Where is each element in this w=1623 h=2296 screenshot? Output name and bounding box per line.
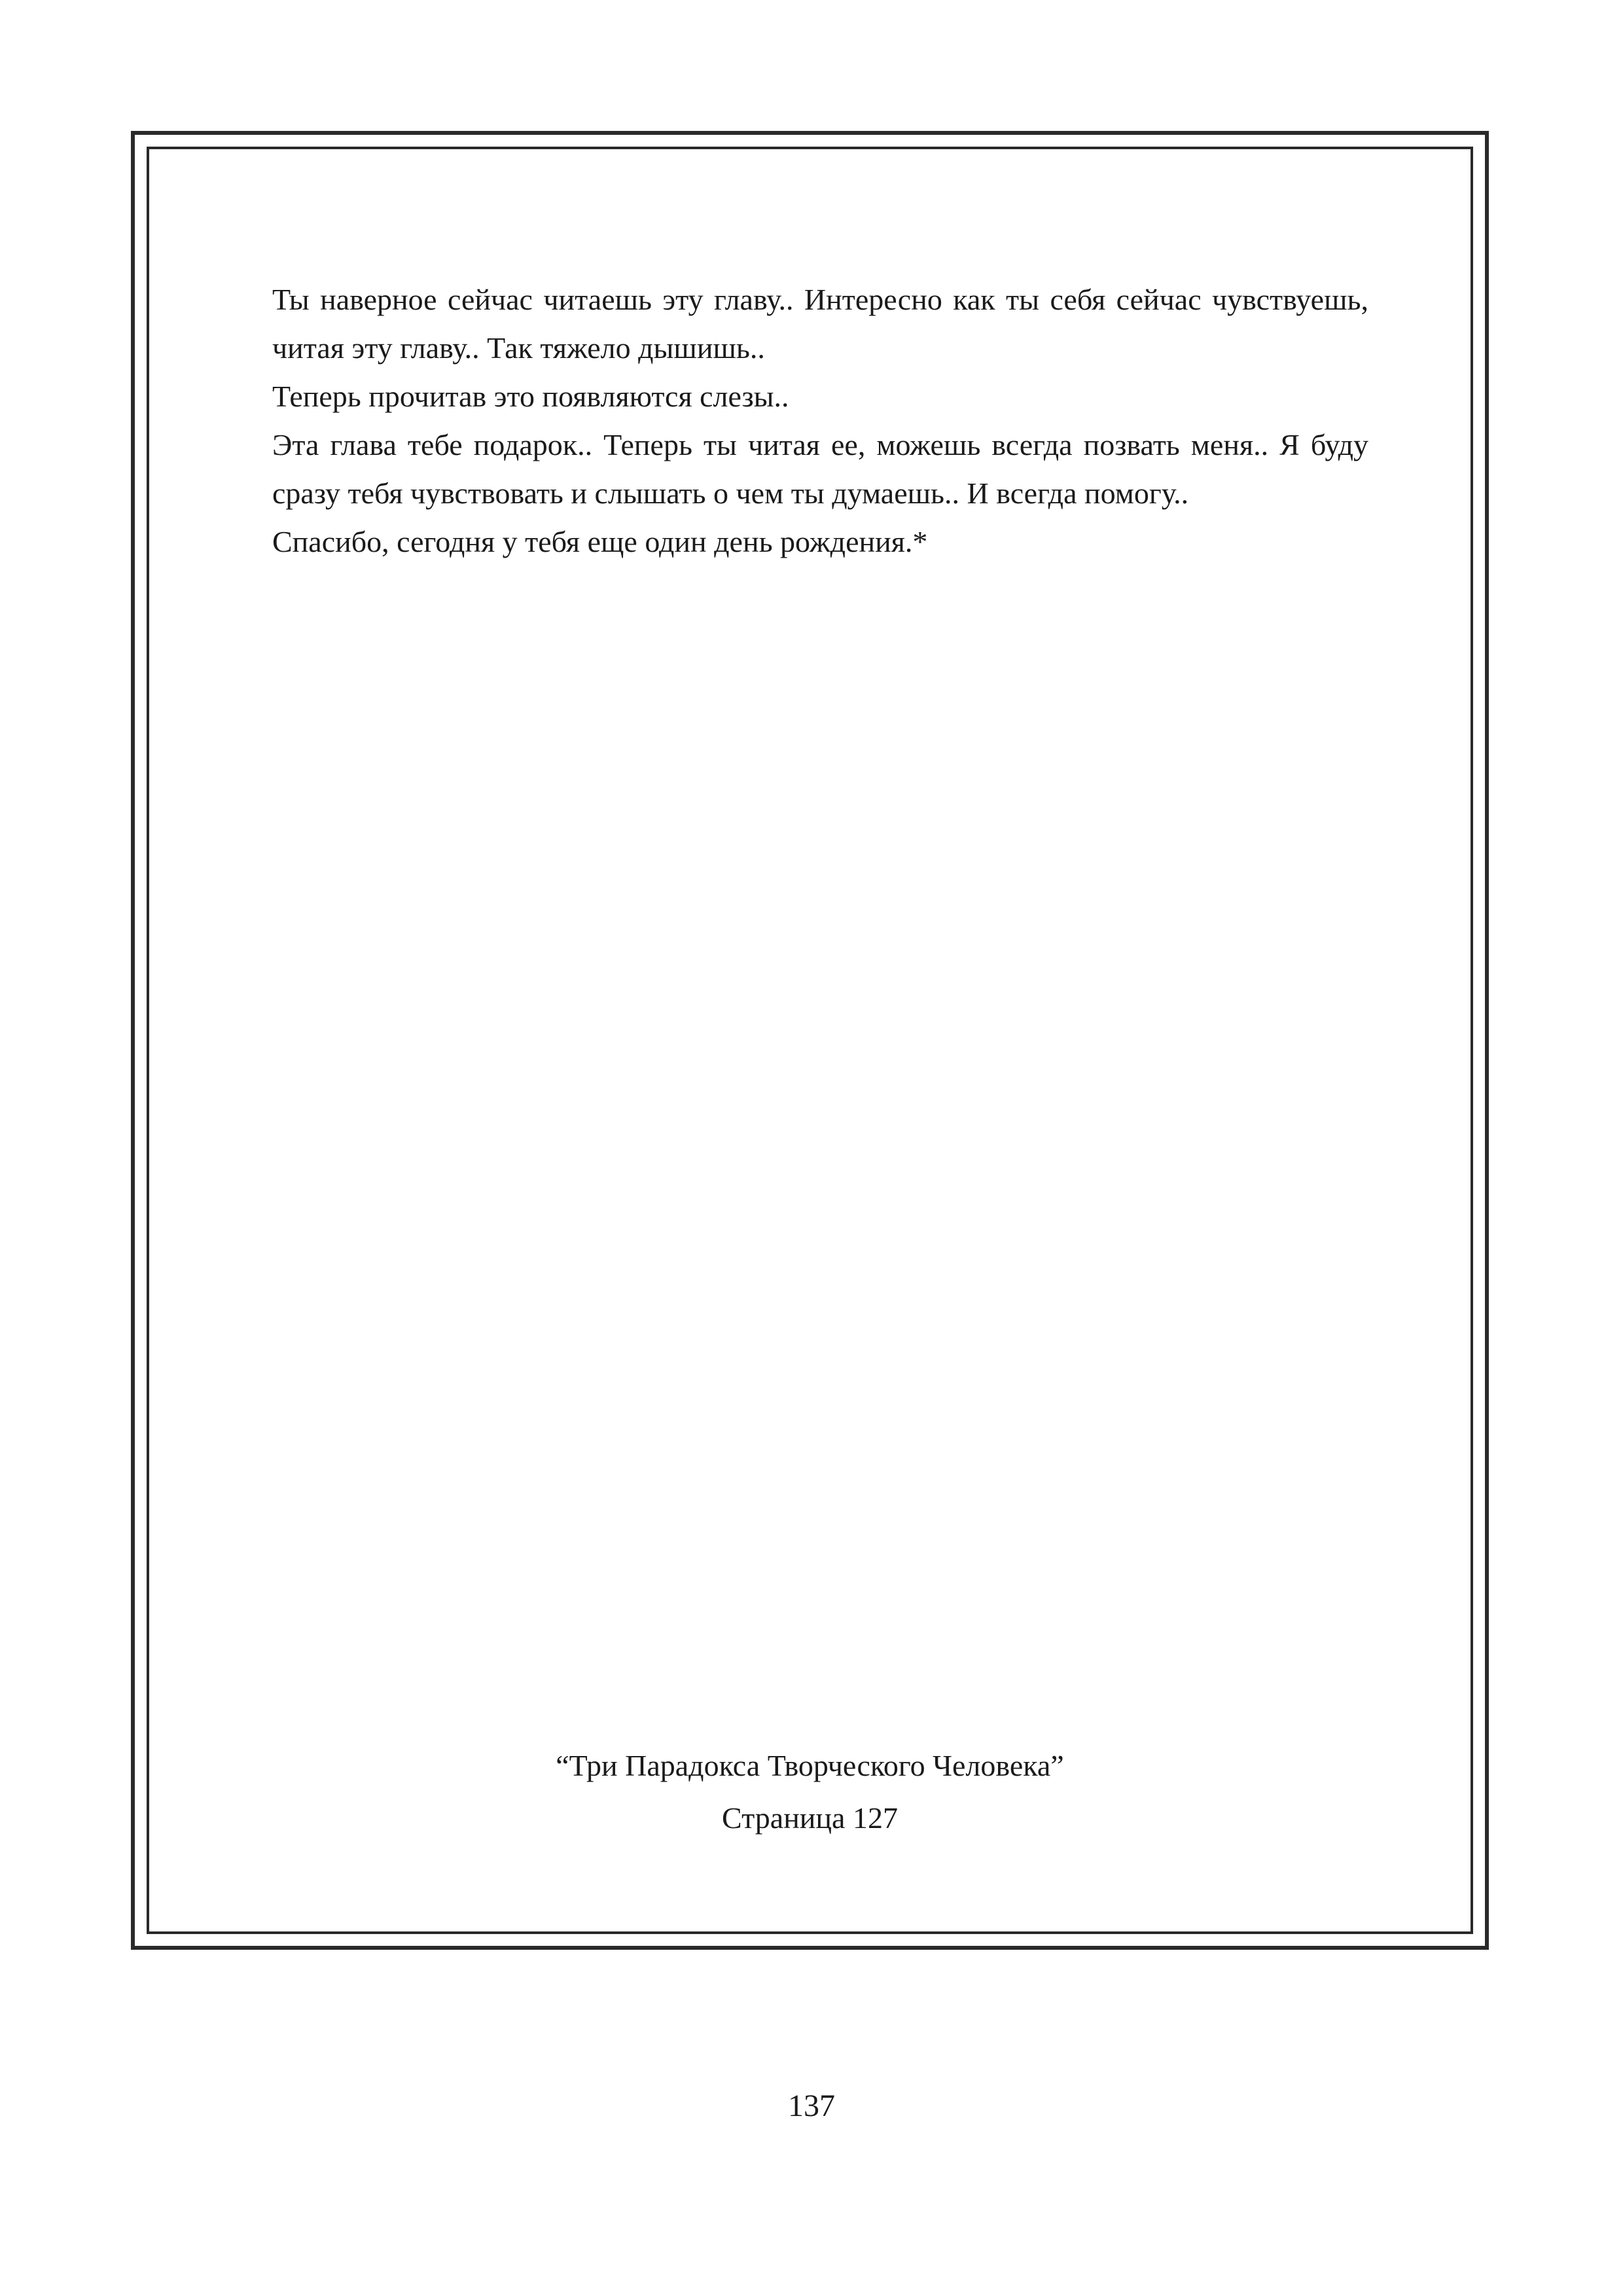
paragraph: Ты наверное сейчас читаешь эту главу.. Интересно как ты себя сейчас чувствуешь, читая эту главу.. Так тяжело дышишь.. — [272, 283, 1368, 365]
citation-title: “Три Парадокса Творческого Человека” — [556, 1749, 1064, 1782]
citation — [135, 1740, 1485, 1844]
paragraph: Спасибо, сегодня у тебя еще один день рождения.* — [272, 525, 928, 558]
paragraph: Эта глава тебе подарок.. Теперь ты читая ее, можешь всегда позвать меня.. Я буду сразу тебя чувствовать и слышать о чем ты думаешь.. И всегда помогу.. — [272, 428, 1368, 510]
body-text — [272, 276, 1368, 566]
citation-page-ref: Страница 127 — [722, 1801, 898, 1835]
page-number: 137 — [788, 2089, 835, 2123]
page-frame-outer — [131, 131, 1489, 1950]
paragraph: Теперь прочитав это появляются слезы.. — [272, 380, 789, 413]
